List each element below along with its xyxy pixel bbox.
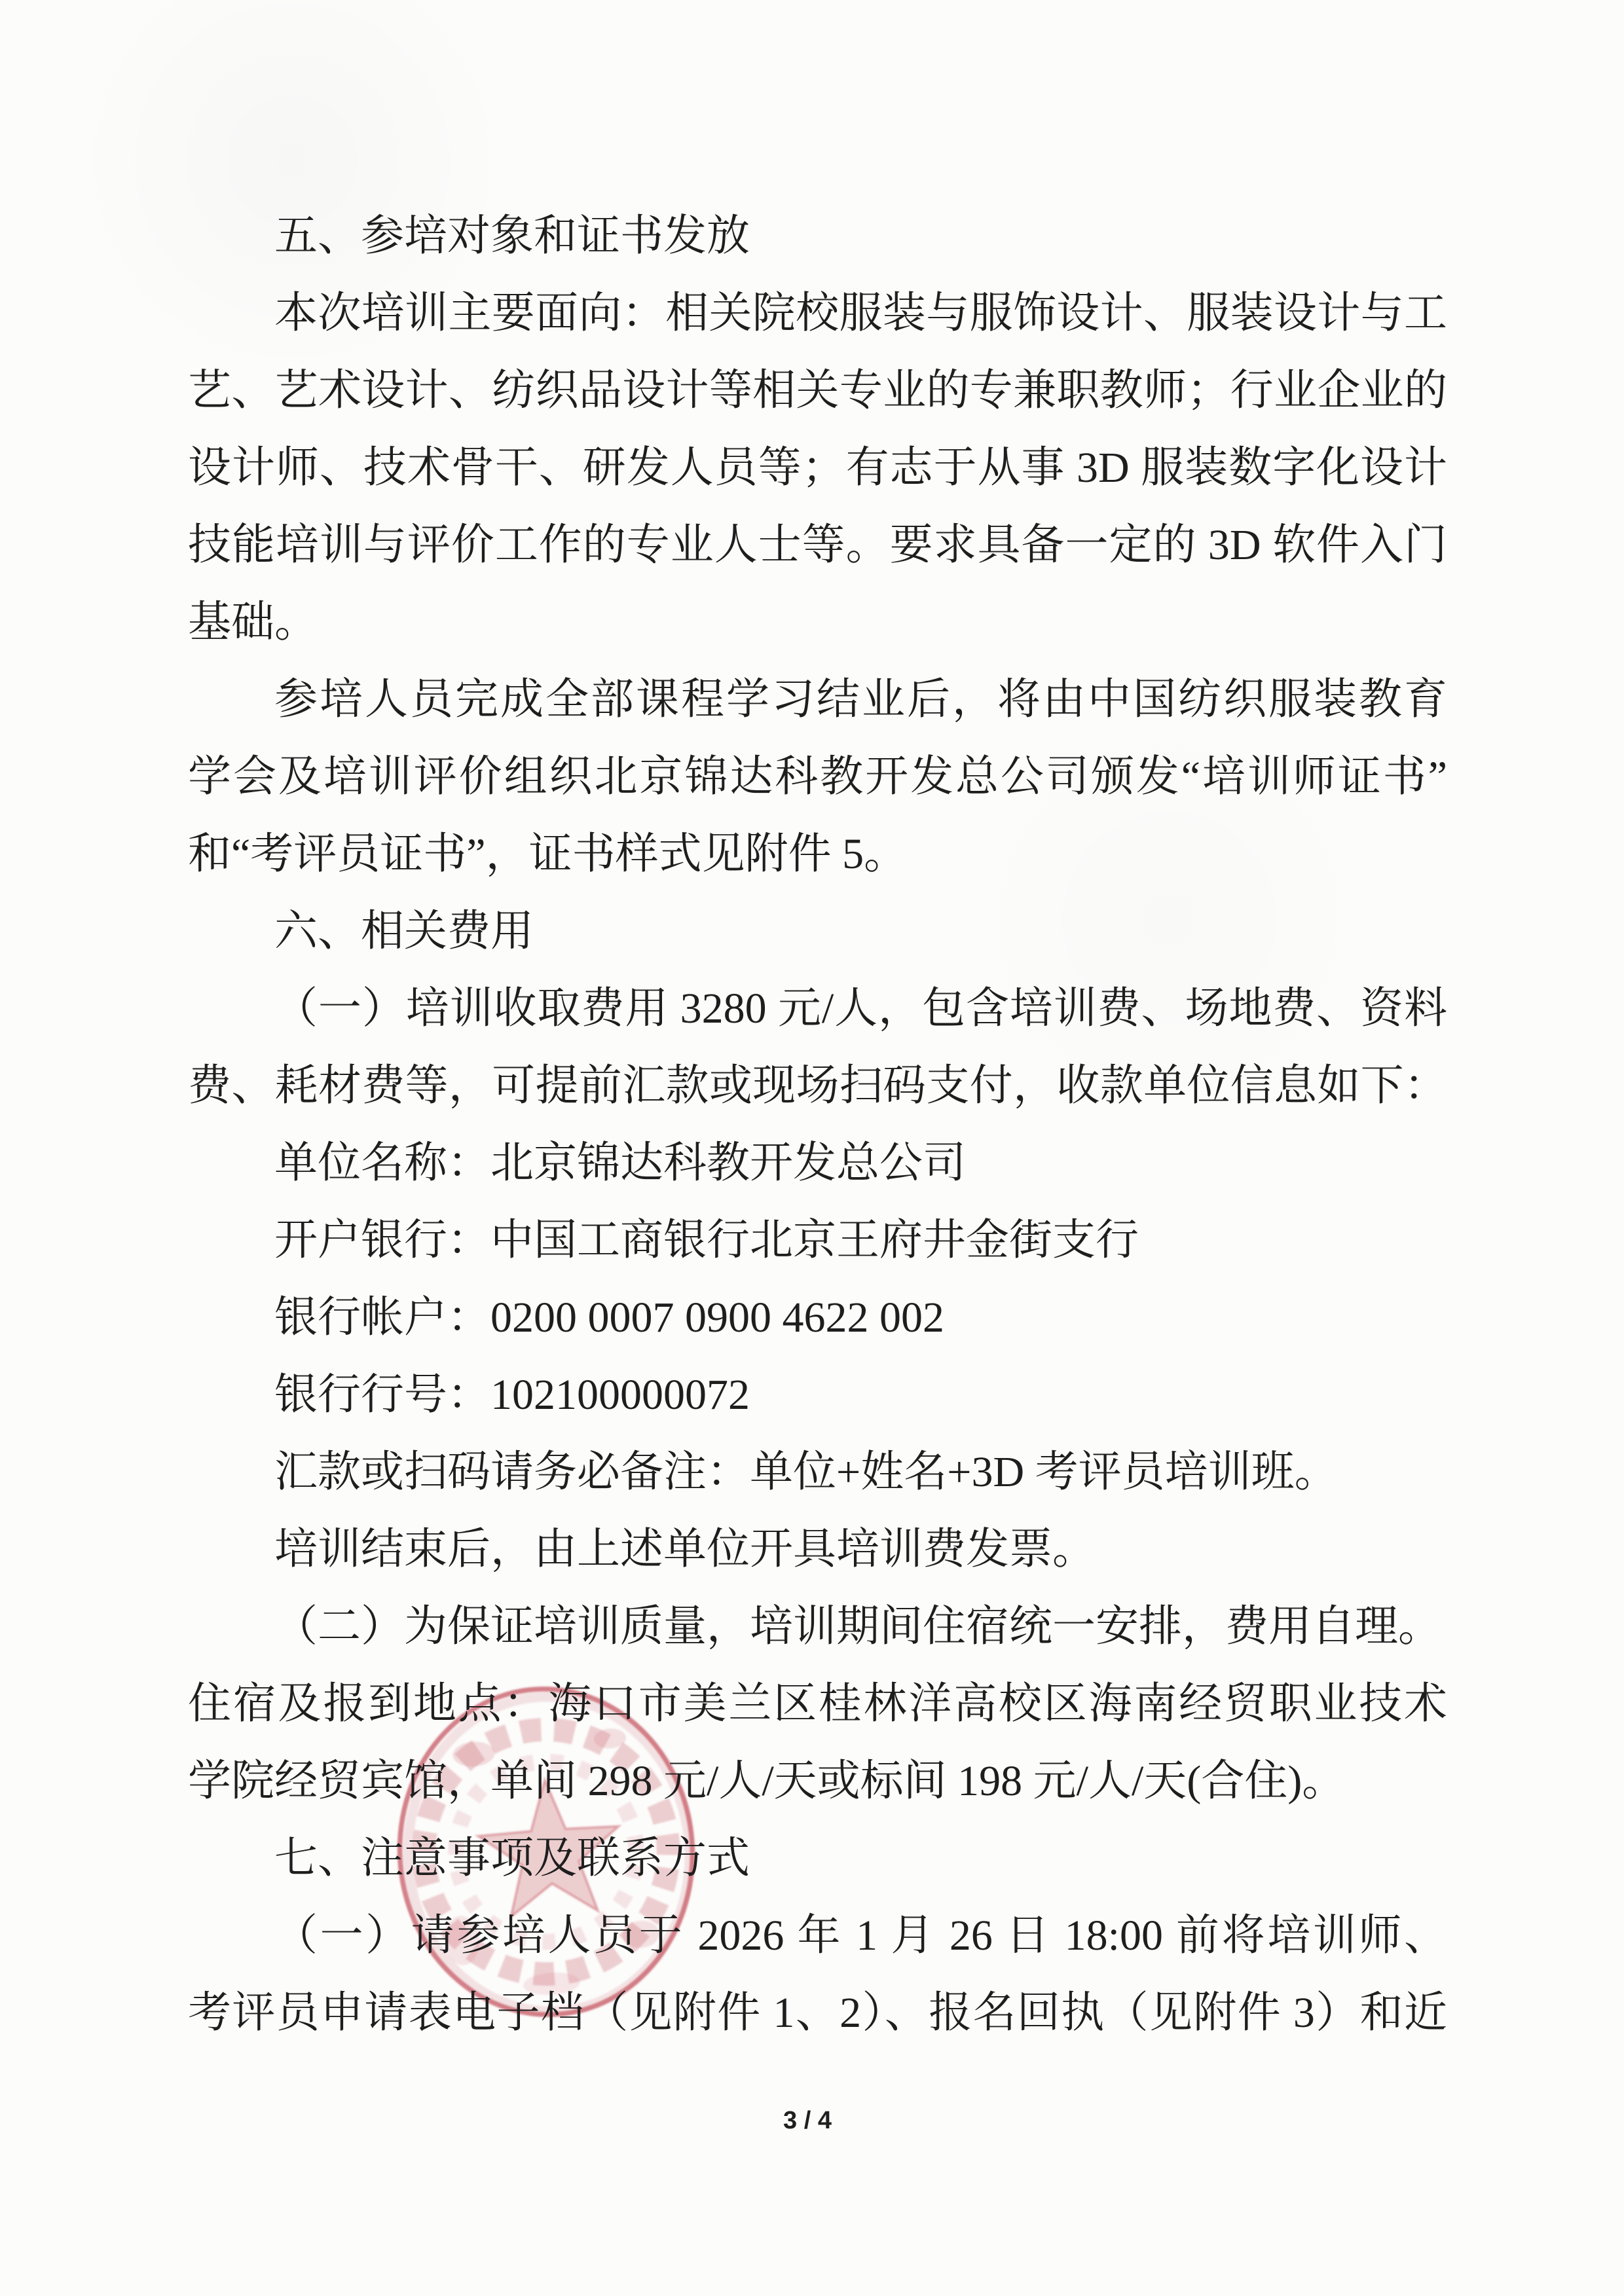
text-line: 学院经贸宾馆，单间 298 元/人/天或标间 198 元/人/天(合住)。 (188, 1757, 1346, 1805)
text-line: 培训结束后，由上述单位开具培训费发票。 (274, 1525, 1096, 1573)
text-line: 开户银行：中国工商银行北京王府井金街支行 (274, 1216, 1139, 1264)
text-line: 和“考评员证书”，证书样式见附件 5。 (188, 830, 908, 878)
text-line: 艺、艺术设计、纺织品设计等相关专业的专兼职教师；行业企业的 (188, 367, 1447, 414)
text-line: 汇款或扫码请务必备注：单位+姓名+3D 考评员培训班。 (274, 1448, 1338, 1496)
text-line: 住宿及报到地点：海口市美兰区桂林洋高校区海南经贸职业技术 (188, 1680, 1447, 1728)
text-line: 本次培训主要面向：相关院校服装与服饰设计、服装设计与工 (274, 289, 1447, 337)
document-body (188, 198, 1447, 2052)
text-line: 费、耗材费等，可提前汇款或现场扫码支付，收款单位信息如下： (188, 1062, 1447, 1110)
text-line: 技能培训与评价工作的专业人士等。要求具备一定的 3D 软件入门 (188, 521, 1447, 569)
text-line: 学会及培训评价组织北京锦达科教开发总公司颁发“培训师证书” (188, 753, 1447, 801)
text-line: （二）为保证培训质量，培训期间住宿统一安排，费用自理。 (274, 1603, 1441, 1650)
text-line: 基础。 (188, 598, 318, 646)
text-line: （一）请参培人员于 2026 年 1 月 26 日 18:00 前将培训师、 (274, 1912, 1447, 1959)
text-line: 单位名称：北京锦达科教开发总公司 (274, 1139, 966, 1187)
text-line: （一）培训收取费用 3280 元/人，包含培训费、场地费、资料 (274, 985, 1447, 1032)
text-line: 参培人员完成全部课程学习结业后，将由中国纺织服装教育 (274, 676, 1447, 723)
text-line: 七、注意事项及联系方式 (274, 1834, 750, 1882)
text-line: 银行帐户：0200 0007 0900 4622 002 (274, 1294, 944, 1341)
text-line: 设计师、技术骨干、研发人员等；有志于从事 3D 服装数字化设计 (188, 444, 1447, 492)
text-line: 五、参培对象和证书发放 (274, 212, 750, 260)
page-number: 3 / 4 (783, 2107, 832, 2134)
text-line: 银行行号：102100000072 (274, 1371, 750, 1419)
text-line: 六、相关费用 (274, 907, 534, 955)
text-line: 考评员申请表电子档（见附件 1、2）、报名回执（见附件 3）和近 (188, 1989, 1447, 2037)
